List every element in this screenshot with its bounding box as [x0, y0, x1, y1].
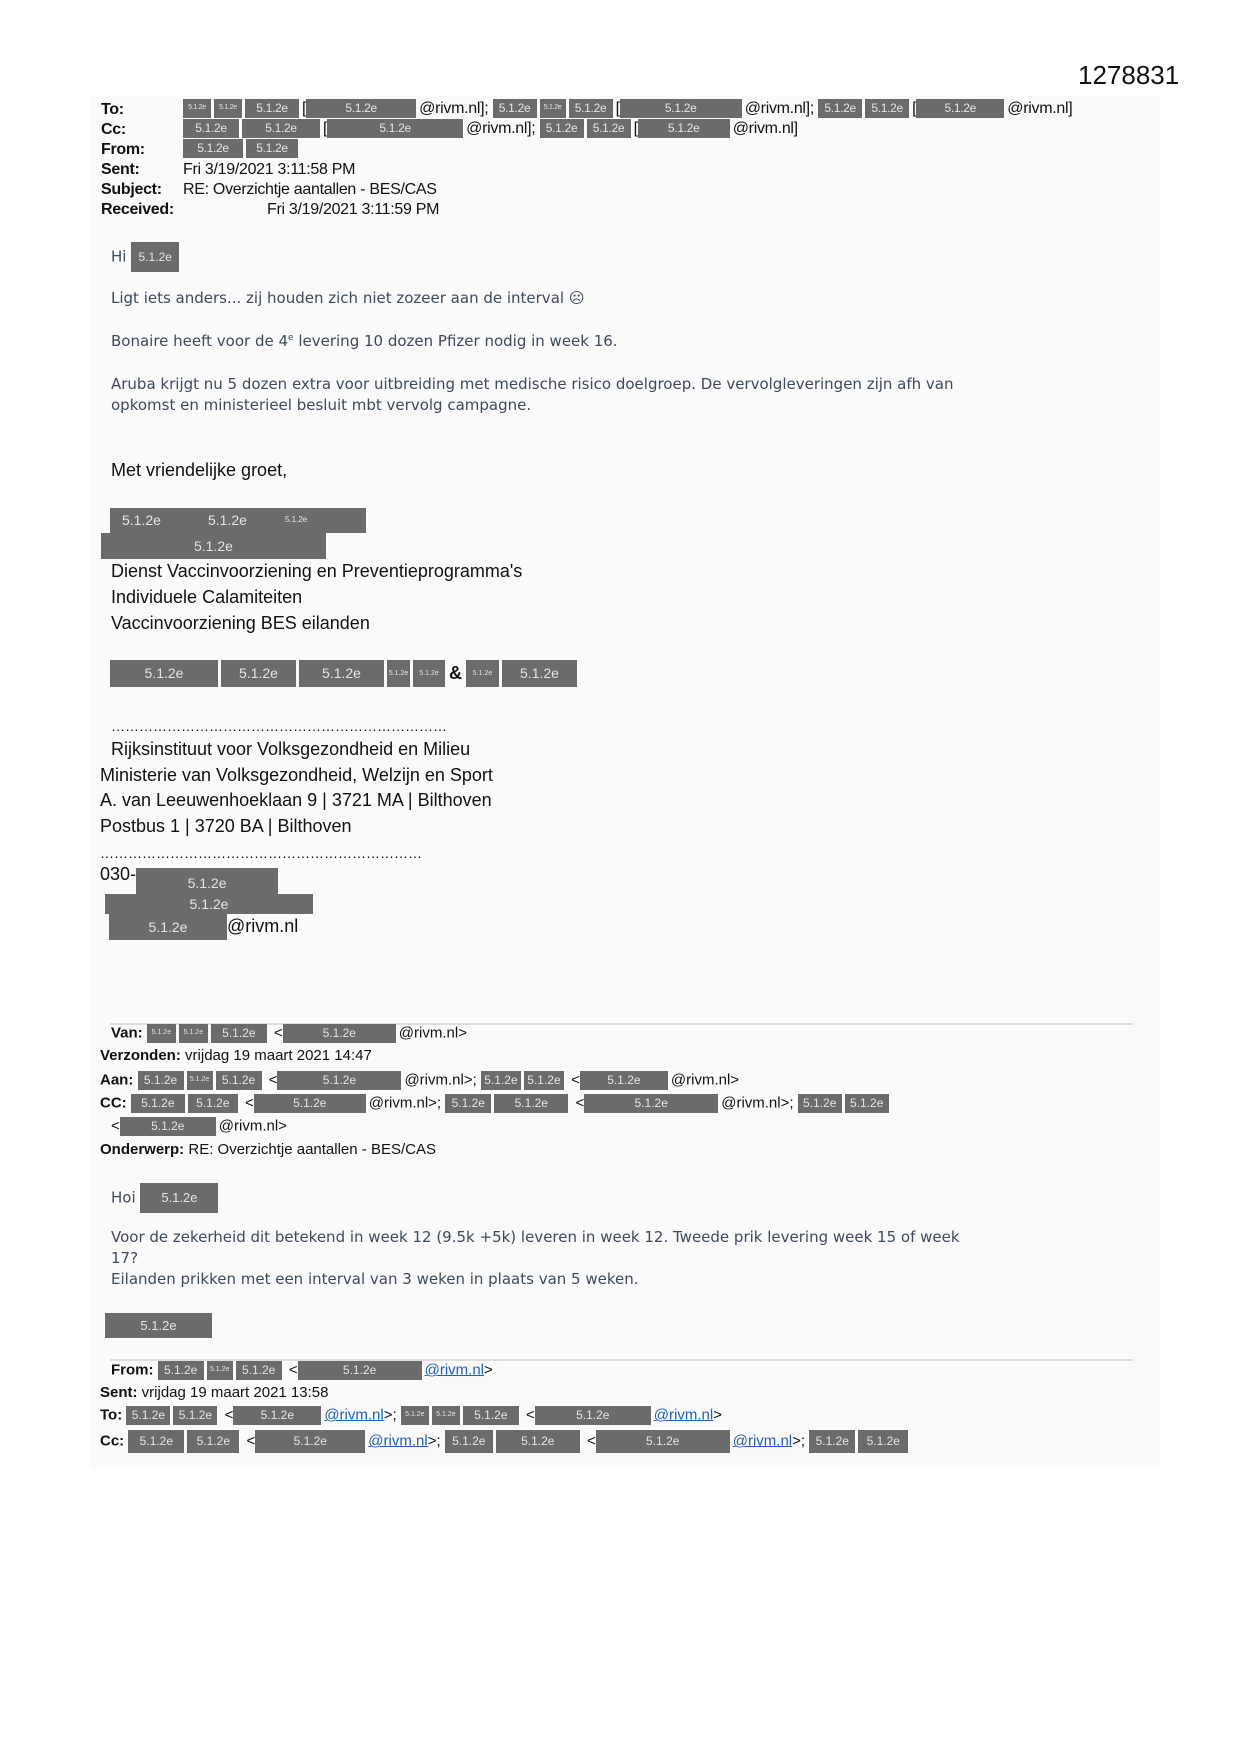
- lt: <: [288, 1361, 298, 1379]
- email-link[interactable]: @rivm.nl: [653, 1406, 714, 1424]
- cc-value: 5.1.2e 5.1.2e [ 5.1.2e @rivm.nl]; 5.1.2e 5.1.2e [ 5.1.2e @rivm.nl]: [183, 119, 798, 139]
- email-domain: @rivm.nl>: [398, 1024, 467, 1042]
- redaction: 5.1.2e: [798, 1094, 842, 1113]
- gt: >: [484, 1361, 493, 1379]
- body-line-3a: Aruba krijgt nu 5 dozen extra voor uitbreiding met medische risico doelgroep. De vervolgleveringen zijn afh van: [111, 375, 954, 393]
- body2-line-1a: Voor de zekerheid dit betekend in week 12 (9.5k +5k) leveren in week 12. Tweede prik levering week 15 of week: [111, 1228, 960, 1246]
- sig-org-1: Rijksinstituut voor Volksgezondheid en Milieu: [111, 739, 471, 759]
- redaction: 5.1.2e: [587, 119, 631, 138]
- to-label: To:: [100, 1406, 123, 1424]
- redaction: 5.1.2e: [865, 99, 909, 118]
- redaction: 5.1.2e: [233, 1406, 321, 1425]
- lt: <: [246, 1432, 256, 1450]
- redaction: 5.1.2e: [242, 119, 320, 138]
- separator-text: >;: [383, 1406, 397, 1424]
- redaction: 5.1.2e: [445, 1430, 493, 1453]
- sent-value: vrijdag 19 maart 2021 13:58: [141, 1384, 329, 1401]
- email-link[interactable]: @rivm.nl: [424, 1361, 485, 1379]
- greeting-line: [111, 242, 182, 272]
- redaction: 5.1.2e: [110, 660, 218, 687]
- cc-line-2: [100, 1430, 911, 1453]
- redaction: 5.1.2e: [246, 139, 298, 158]
- subject-label: Subject:: [101, 181, 162, 198]
- redaction: 5.1.2e: [131, 1094, 185, 1113]
- lt: <: [586, 1432, 596, 1450]
- redaction-title-block: [101, 533, 326, 559]
- redaction: 5.1.2e: [387, 660, 410, 687]
- lt: <: [274, 1024, 283, 1042]
- onderwerp-label: Onderwerp:: [100, 1141, 185, 1158]
- redaction: 5.1.2e: [502, 660, 577, 687]
- aan-label: Aan:: [100, 1071, 134, 1089]
- lt: <: [224, 1406, 234, 1424]
- greeting-line-2: [111, 1183, 221, 1213]
- email-domain: @rivm.nl]: [1007, 100, 1073, 117]
- redaction: 5.1.2e: [207, 1361, 233, 1380]
- redaction: 5.1.2e: [620, 99, 742, 118]
- body-line-1: Ligt iets anders... zij houden zich niet zozeer aan de interval ☹: [111, 289, 585, 307]
- from-line: [111, 1361, 493, 1380]
- email-link[interactable]: @rivm.nl: [368, 1432, 428, 1450]
- redaction: 5.1.2e: [128, 1430, 184, 1453]
- email-domain: @rivm.nl>;: [721, 1094, 794, 1112]
- separator-text: >;: [427, 1432, 441, 1450]
- redaction: 5.1.2e: [540, 99, 566, 118]
- redaction-label: 5.1.2e: [122, 512, 161, 528]
- lt: <: [245, 1094, 254, 1112]
- closing: Met vriendelijke groet,: [111, 460, 288, 480]
- sig-dept-2: Individuele Calamiteiten: [111, 587, 303, 607]
- body-line-3b: opkomst en ministerieel besluit mbt vervolg campagne.: [111, 396, 532, 414]
- separator-text: >;: [792, 1432, 806, 1450]
- redaction: 5.1.2e: [183, 119, 239, 138]
- verzonden-label: Verzonden:: [100, 1047, 181, 1064]
- email-domain: @rivm.nl: [227, 915, 299, 936]
- van-line: [111, 1024, 467, 1043]
- aan-line: [100, 1071, 739, 1090]
- redaction: 5.1.2e: [214, 99, 242, 118]
- verzonden-line: [100, 1047, 372, 1064]
- redaction: 5.1.2e: [298, 1361, 422, 1380]
- email-link[interactable]: @rivm.nl: [732, 1432, 793, 1450]
- sig-email: [109, 914, 298, 940]
- redaction: 5.1.2e: [494, 1094, 568, 1113]
- redaction-label: 5.1.2e: [208, 512, 247, 528]
- redaction: 5.1.2e: [858, 1430, 908, 1453]
- sent-label: Sent:: [100, 1384, 138, 1401]
- redaction-label: 5.1.2e: [285, 515, 308, 524]
- lt: <: [575, 1094, 585, 1112]
- email-link[interactable]: @rivm.nl: [324, 1406, 384, 1424]
- redaction: 5.1.2e: [638, 119, 730, 138]
- cc-line-cont: [111, 1117, 287, 1136]
- redaction: 5.1.2e: [818, 99, 862, 118]
- redaction: 5.1.2e: [138, 1071, 184, 1090]
- subject-value: RE: Overzichtje aantallen - BES/CAS: [183, 181, 437, 198]
- redaction: 5.1.2e: [183, 99, 211, 118]
- lt: <: [526, 1406, 535, 1424]
- body-text: Bonaire heeft voor de 4: [111, 332, 289, 350]
- redaction: 5.1.2e: [236, 1361, 282, 1380]
- redaction: 5.1.2e: [255, 1430, 365, 1453]
- to-line: [100, 1406, 722, 1425]
- redaction: 5.1.2e: [916, 99, 1004, 118]
- ampersand: &: [449, 663, 462, 683]
- email-domain: @rivm.nl>: [670, 1071, 740, 1089]
- van-label: Van:: [111, 1024, 143, 1042]
- redaction: 5.1.2e: [105, 894, 313, 914]
- sig-divider-1: ………………………………………………………………: [111, 718, 447, 734]
- onderwerp-value: RE: Overzichtje aantallen - BES/CAS: [188, 1141, 436, 1158]
- sig-dept-1: Dienst Vaccinvoorziening en Preventieprogramma's: [111, 561, 523, 581]
- body2-line-2: Eilanden prikken met een interval van 3 weken in plaats van 5 weken.: [111, 1270, 639, 1288]
- redaction: 5.1.2e: [584, 1094, 718, 1113]
- redaction: 5.1.2e: [147, 1024, 176, 1043]
- verzonden-value: vrijdag 19 maart 2021 14:47: [185, 1047, 372, 1064]
- redaction: 5.1.2e: [179, 1024, 208, 1043]
- greeting-text: Hoi: [111, 1188, 136, 1207]
- lt: <: [111, 1117, 120, 1135]
- redaction: 5.1.2e: [131, 242, 179, 272]
- email-domain: @rivm.nl];: [466, 120, 536, 137]
- redaction: 5.1.2e: [845, 1094, 889, 1113]
- received-label: Received:: [101, 201, 174, 218]
- email-domain: @rivm.nl>;: [404, 1071, 477, 1089]
- sig-dept-3: Vaccinvoorziening BES eilanden: [111, 613, 370, 633]
- redaction: 5.1.2e: [187, 1430, 239, 1453]
- redaction: 5.1.2e: [158, 1361, 204, 1380]
- redaction: 5.1.2e: [126, 1406, 170, 1425]
- redaction: 5.1.2e: [432, 1406, 460, 1425]
- lt: <: [268, 1071, 278, 1089]
- body-line-2: [111, 332, 618, 350]
- email-domain: @rivm.nl];: [744, 100, 814, 117]
- redaction: 5.1.2e: [569, 99, 613, 118]
- redaction: 5.1.2e: [493, 99, 537, 118]
- sent-line: [100, 1384, 328, 1401]
- redaction: 5.1.2e: [463, 1406, 519, 1425]
- sent-label: Sent:: [101, 161, 140, 178]
- from-value: [183, 139, 301, 159]
- phone-prefix: 030-: [100, 864, 137, 884]
- to-label: To:: [101, 101, 124, 118]
- redaction: 5.1.2e: [211, 1024, 267, 1043]
- superscript: e: [288, 333, 294, 343]
- redaction: 5.1.2e: [496, 1430, 580, 1453]
- redaction: 5.1.2e: [120, 1117, 216, 1136]
- from-label: From:: [111, 1361, 154, 1379]
- from-label: From:: [101, 141, 145, 158]
- redaction: 5.1.2e: [445, 1094, 491, 1113]
- lt: <: [571, 1071, 580, 1089]
- email-domain: @rivm.nl]: [732, 120, 798, 137]
- redaction: 5.1.2e: [109, 914, 227, 940]
- separator-text: >: [713, 1406, 722, 1424]
- redaction-name-block: [110, 508, 366, 533]
- sent-value: Fri 3/19/2021 3:11:58 PM: [183, 161, 356, 178]
- redaction: 5.1.2e: [221, 660, 296, 687]
- redaction: 5.1.2e: [401, 1406, 429, 1425]
- sig-redaction-row: [110, 660, 580, 687]
- redaction: 5.1.2e: [535, 1406, 651, 1425]
- redaction: 5.1.2e: [188, 1094, 238, 1113]
- email-domain: @rivm.nl];: [419, 100, 489, 117]
- redaction: 5.1.2e: [580, 1071, 668, 1090]
- redaction: 5.1.2e: [481, 1071, 521, 1090]
- body2-line-1b: 17?: [111, 1249, 139, 1267]
- redaction: 5.1.2e: [136, 868, 278, 899]
- cc-line: [100, 1094, 892, 1113]
- redaction: 5.1.2e: [277, 1071, 401, 1090]
- redaction: 5.1.2e: [306, 99, 416, 118]
- redaction-signoff: 5.1.2e: [105, 1313, 212, 1338]
- redaction: 5.1.2e: [183, 139, 243, 158]
- redaction: 5.1.2e: [187, 1071, 213, 1090]
- redaction: 5.1.2e: [524, 1071, 564, 1090]
- redaction: 5.1.2e: [596, 1430, 730, 1453]
- redaction: 5.1.2e: [173, 1406, 217, 1425]
- redaction: 5.1.2e: [254, 1094, 366, 1113]
- onderwerp-line: [100, 1141, 436, 1158]
- cc-label: Cc:: [100, 1432, 125, 1450]
- redaction: 5.1.2e: [283, 1024, 396, 1043]
- redaction: 5.1.2e: [413, 660, 445, 687]
- redaction: 5.1.2e: [466, 660, 499, 687]
- sig-address: A. van Leeuwenhoeklaan 9 | 3721 MA | Bilthoven: [100, 790, 492, 810]
- body-text: levering 10 dozen Pfizer nodig in week 16.: [293, 332, 618, 350]
- redaction: 5.1.2e: [216, 1071, 262, 1090]
- cc-label: Cc:: [101, 121, 126, 138]
- redaction: 5.1.2e: [299, 660, 384, 687]
- redaction: 5.1.2e: [540, 119, 584, 138]
- email-domain: @rivm.nl>: [218, 1117, 287, 1135]
- redaction: 5.1.2e: [245, 99, 299, 118]
- sig-org-2: Ministerie van Volksgezondheid, Welzijn en Sport: [100, 765, 493, 785]
- sig-postbus: Postbus 1 | 3720 BA | Bilthoven: [100, 816, 352, 836]
- email-domain: @rivm.nl>;: [368, 1094, 442, 1112]
- redaction-label: 5.1.2e: [194, 538, 233, 554]
- redaction: 5.1.2e: [327, 119, 463, 138]
- redaction: 5.1.2e: [140, 1183, 218, 1213]
- sig-divider-2: ……………………………………………………………: [100, 845, 422, 861]
- received-value: Fri 3/19/2021 3:11:59 PM: [267, 201, 440, 218]
- to-value: 5.1.2e 5.1.2e 5.1.2e [ 5.1.2e @rivm.nl]; 5.1.2e 5.1.2e 5.1.2e [ 5.1.2e @rivm.nl]; 5.1.2e 5.1.2e [ 5.1.2e @rivm.nl]: [183, 99, 1072, 119]
- redaction: 5.1.2e: [809, 1430, 855, 1453]
- document-number: 1278831: [1078, 60, 1180, 90]
- greeting-text: Hi: [111, 247, 127, 266]
- cc-label: CC:: [100, 1094, 127, 1112]
